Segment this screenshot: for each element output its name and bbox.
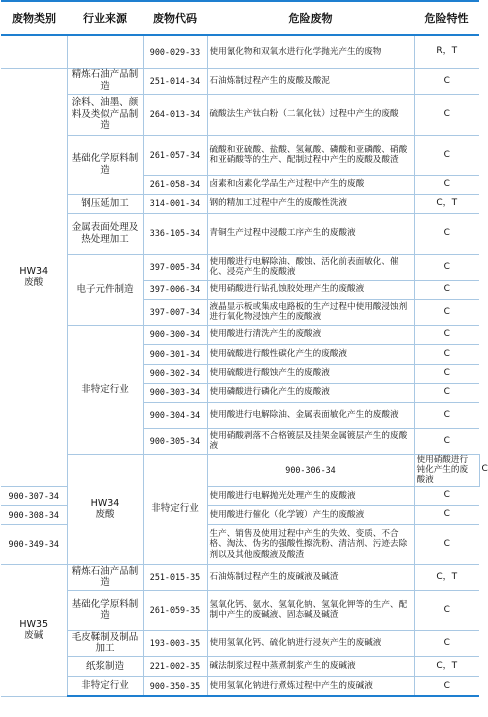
waste-desc-cell: 使用酸进行电解除油、金属表面敏化产生的废酸液 — [207, 402, 414, 428]
waste-desc-cell: 使用酸进行催化（化学镀）产生的废酸液 — [207, 505, 414, 524]
category-code: HW35 — [19, 618, 49, 630]
table-row — [1, 194, 479, 213]
code-cell: 900-029-33 — [143, 35, 207, 68]
code-cell: 397-005-34 — [143, 254, 207, 280]
source-cell: 金属表面处理及热处理加工 — [67, 213, 143, 254]
hazard-cell: C — [414, 68, 479, 94]
waste-desc-cell: 石油炼制过程产生的废碱液及碱渣 — [207, 564, 414, 590]
category-code: HW34 — [90, 497, 120, 509]
code-cell: 251-015-35 — [143, 564, 207, 590]
table-row — [1, 68, 479, 94]
code-cell: 314-001-34 — [143, 194, 207, 213]
code-cell: 900-307-34 — [1, 486, 67, 505]
hazard-cell: C — [414, 505, 479, 524]
hazard-cell: C — [414, 94, 479, 135]
header-source: 行业来源 — [67, 1, 143, 35]
code-cell: 900-306-34 — [207, 454, 414, 486]
table-row — [1, 630, 479, 656]
source-cell: 精炼石油产品制造 — [67, 564, 143, 590]
hazard-cell: C — [414, 630, 479, 656]
waste-desc-cell: 使用氢氧化钙、硫化钠进行浸灰产生的废碱液 — [207, 630, 414, 656]
hazard-cell: C — [414, 383, 479, 402]
waste-desc-cell: 使用氢氧化钠进行煮炼过程中产生的废碱液 — [207, 676, 414, 696]
waste-desc-cell: 使用硝酸剥落不合格镀层及挂架金属镀层产生的废酸液 — [207, 428, 414, 454]
hazard-cell: C — [414, 213, 479, 254]
waste-desc-cell: 使用磷酸进行磷化产生的废酸液 — [207, 383, 414, 402]
hazard-cell: R，T — [414, 35, 479, 68]
code-cell: 900-303-34 — [143, 383, 207, 402]
code-cell: 193-003-35 — [143, 630, 207, 656]
code-cell: 397-007-34 — [143, 299, 207, 325]
header-hazard: 危险特性 — [414, 1, 479, 35]
hazard-cell: C — [414, 486, 479, 505]
waste-desc-cell: 使用硫酸进行酸性碳化产生的废酸液 — [207, 344, 414, 364]
waste-desc-cell: 硫酸法生产钛白粉（二氧化钛）过程中产生的废酸 — [207, 94, 414, 135]
code-cell: 900-308-34 — [1, 505, 67, 524]
code-cell: 900-300-34 — [143, 325, 207, 344]
hazard-cell: C，T — [414, 194, 479, 213]
hazard-cell: C — [414, 428, 479, 454]
source-cell: 纸浆制造 — [67, 656, 143, 676]
category-cell — [1, 564, 67, 696]
waste-desc-cell: 使用酸进行电解除油、酸蚀、活化前表面敏化、催化、浸亮产生的废酸液 — [207, 254, 414, 280]
hazard-cell: C — [414, 364, 479, 383]
header-waste: 危险废物 — [207, 1, 414, 35]
table-row — [1, 213, 479, 254]
waste-desc-cell: 青铜生产过程中浸酸工序产生的废酸液 — [207, 213, 414, 254]
waste-desc-cell: 石油炼制过程产生的废酸及酸泥 — [207, 68, 414, 94]
code-cell: 261-059-35 — [143, 590, 207, 630]
hazard-cell: C — [414, 299, 479, 325]
code-cell: 900-349-34 — [1, 524, 67, 564]
source-cell — [67, 35, 143, 68]
code-cell: 900-301-34 — [143, 344, 207, 364]
waste-desc-cell: 使用硝酸进行钝化产生的废酸液 — [414, 454, 479, 486]
waste-desc-cell: 使用酸进行清洗产生的废酸液 — [207, 325, 414, 344]
source-cell: 钢压延加工 — [67, 194, 143, 213]
source-cell: 精炼石油产品制造 — [67, 68, 143, 94]
source-cell: 非特定行业 — [143, 454, 207, 564]
category-code: HW34 — [19, 265, 49, 277]
waste-table-container — [1, 0, 488, 697]
waste-desc-cell: 使用酸进行电解抛光处理产生的废酸液 — [207, 486, 414, 505]
source-cell: 非特定行业 — [67, 325, 143, 454]
waste-desc-cell: 生产、销售及使用过程中产生的失效、变质、不合格、淘汰、伪劣的强酸性擦洗粉、清洁剂、污迹去除剂以及其他废酸液及酸渣 — [207, 524, 414, 564]
hazard-cell: C — [414, 135, 479, 175]
table-row — [1, 676, 479, 696]
code-cell: 261-057-34 — [143, 135, 207, 175]
source-cell: 涂料、油墨、颜料及类似产品制造 — [67, 94, 143, 135]
table-row — [1, 656, 479, 676]
code-cell: 900-350-35 — [143, 676, 207, 696]
code-cell: 221-002-35 — [143, 656, 207, 676]
hazard-cell: C，T — [414, 656, 479, 676]
hazard-cell: C — [414, 280, 479, 299]
source-cell: 毛皮鞣制及制品加工 — [67, 630, 143, 656]
waste-desc-cell: 卤素和卤素化学品生产过程中产生的废酸 — [207, 175, 414, 194]
category-cell — [1, 68, 67, 486]
table-row — [1, 94, 479, 135]
waste-desc-cell: 碱法制浆过程中蒸煮制浆产生的废碱液 — [207, 656, 414, 676]
code-cell: 336-105-34 — [143, 213, 207, 254]
code-cell: 397-006-34 — [143, 280, 207, 299]
waste-desc-cell: 使用氰化物和双氧水进行化学抛光产生的废物 — [207, 35, 414, 68]
waste-desc-cell: 使用硝酸进行钻孔蚀胶处理产生的废酸液 — [207, 280, 414, 299]
waste-desc-cell: 使用硫酸进行酸蚀产生的废酸液 — [207, 364, 414, 383]
source-cell: 基础化学原料制造 — [67, 135, 143, 194]
code-cell: 251-014-34 — [143, 68, 207, 94]
hazard-cell: C — [414, 325, 479, 344]
header-row — [1, 1, 479, 35]
hazard-cell: C — [414, 676, 479, 696]
waste-desc-cell: 钢的精加工过程中产生的废酸性洗液 — [207, 194, 414, 213]
waste-desc-cell: 硫酸和亚硫酸、盐酸、氢氟酸、磷酸和亚磷酸、硝酸和亚硝酸等的生产、配制过程中产生的废酸及酸渣 — [207, 135, 414, 175]
header-code: 废物代码 — [143, 1, 207, 35]
hazard-cell: C — [414, 175, 479, 194]
source-cell: 非特定行业 — [67, 676, 143, 696]
table-row — [1, 254, 479, 280]
code-cell: 900-302-34 — [143, 364, 207, 383]
hazard-cell: C — [414, 254, 479, 280]
table-row — [1, 590, 479, 630]
hazard-cell: C — [414, 344, 479, 364]
category-label: 废碱 — [24, 630, 44, 642]
hazard-cell: C — [414, 590, 479, 630]
hazard-cell: C — [414, 524, 479, 564]
table-row — [1, 325, 479, 344]
hazardous-waste-table — [1, 0, 488, 697]
hazard-cell: C — [414, 402, 479, 428]
waste-desc-cell: 液晶显示板或集成电路板的生产过程中使用酸浸蚀剂进行氧化物浸蚀产生的废酸液 — [207, 299, 414, 325]
table-row: HW34 废酸 非特定行业 900-306-34 使用硝酸进行钝化产生的废酸液 C — [1, 454, 479, 486]
code-cell: 261-058-34 — [143, 175, 207, 194]
table-row — [1, 135, 479, 175]
table-row — [1, 564, 479, 590]
category-cell — [1, 35, 67, 68]
table-row — [1, 35, 479, 68]
hazard-cell: C，T — [414, 564, 479, 590]
category-cell — [67, 454, 143, 564]
code-cell: 900-304-34 — [143, 402, 207, 428]
header-category: 废物类别 — [1, 1, 67, 35]
code-cell: 900-305-34 — [143, 428, 207, 454]
category-label: 废酸 — [24, 277, 44, 289]
code-cell: 264-013-34 — [143, 94, 207, 135]
source-cell: 电子元件制造 — [67, 254, 143, 325]
waste-desc-cell: 氢氧化钙、氨水、氢氧化钠、氢氧化钾等的生产、配制中产生的废碱液、固态碱及碱渣 — [207, 590, 414, 630]
source-cell: 基础化学原料制造 — [67, 590, 143, 630]
category-label: 废酸 — [95, 509, 115, 521]
